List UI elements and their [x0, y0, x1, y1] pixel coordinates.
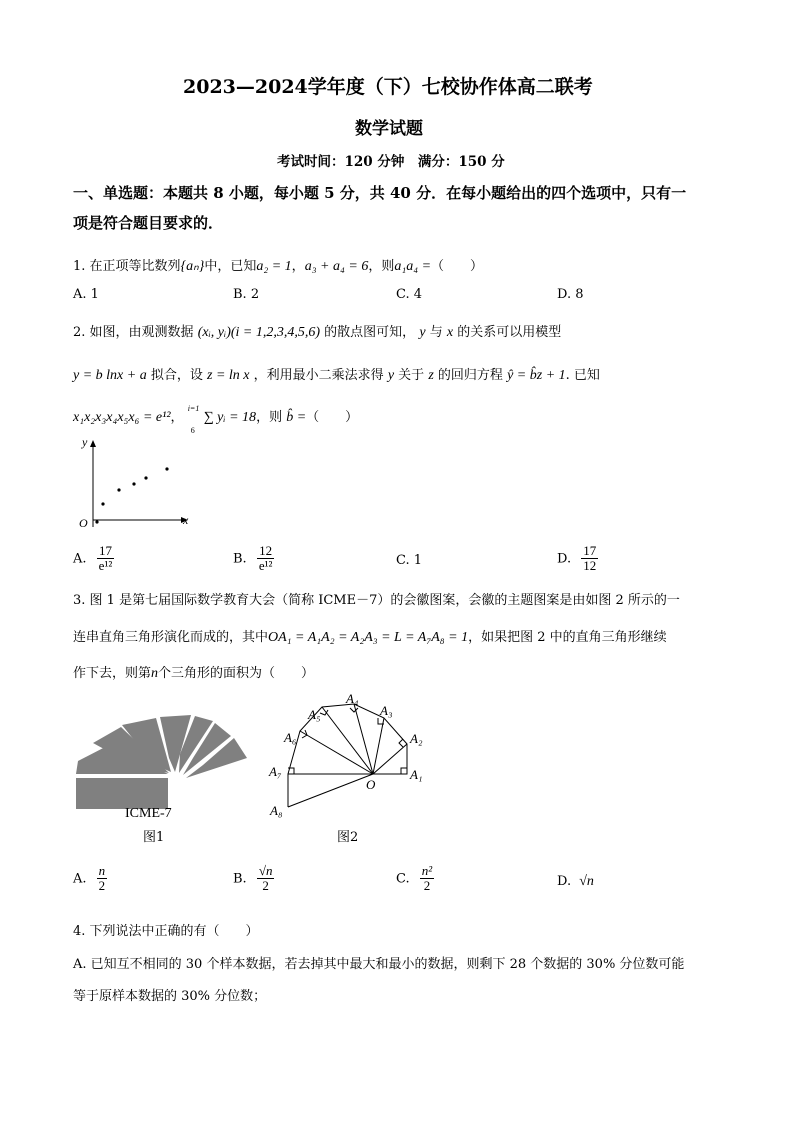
q1-paren: （ ） — [431, 259, 484, 274]
q4-option-a-line2: 等于原样本数据的 30% 分位数； — [73, 989, 267, 1004]
q2-var-y2: y — [387, 368, 395, 383]
segment-oa6 — [300, 731, 373, 774]
segment-oa8 — [288, 774, 373, 807]
segment-oa4 — [354, 704, 373, 774]
q2-text-h: 的回归方程 — [437, 368, 503, 383]
q1-mid2: ，则 — [368, 259, 395, 274]
q3-text-a: 连串直角三角形演化而成的，其中 — [73, 630, 269, 645]
axis-label-y: y — [82, 435, 88, 449]
q3-option-d[interactable] — [557, 874, 594, 890]
question-2-line2 — [73, 364, 600, 384]
label-a4: A₄ — [346, 693, 359, 706]
question-2-line1 — [73, 321, 561, 341]
q2-text-c: 与 — [429, 325, 443, 340]
q2-option-a[interactable] — [73, 544, 114, 574]
q2-text-f: ，利用最小二乘法求得 — [253, 368, 384, 383]
q1-target: a₁a₄ = — [394, 259, 432, 274]
subject-title: 数学试题 — [355, 119, 423, 139]
q3-text-b: ，如果把图 2 中的直角三角形继续 — [468, 630, 667, 645]
q3-option-d-letter: D. — [557, 874, 572, 889]
outer-boundary — [288, 704, 407, 807]
q3-option-d-value: √n — [579, 874, 594, 889]
q3-option-a-fraction — [97, 864, 108, 894]
q2-option-d-letter: D. — [557, 551, 572, 567]
fraction-denominator: 12 — [583, 558, 597, 574]
q1-option-d[interactable]: D. 8 — [557, 287, 584, 302]
q2-option-b-letter: B. — [233, 551, 247, 567]
label-a3: A₃ — [380, 703, 393, 718]
q2-substitution: z = ln x — [207, 368, 250, 383]
q3-option-c[interactable] — [396, 864, 434, 894]
q2-text-i: . 已知 — [565, 368, 600, 383]
q2-product: x₁x₂x₃x₄x₅x₆ = e¹² — [73, 410, 171, 425]
label-a8: A₈ — [270, 803, 283, 818]
q2-option-d-fraction — [581, 544, 598, 574]
q2-option-a-letter: A. — [73, 551, 87, 567]
q2-bhat: b̂ = — [286, 410, 307, 425]
fraction-denominator: 2 — [98, 878, 106, 894]
q2-var-z: z — [428, 368, 434, 383]
q2-var-x: x — [446, 325, 454, 340]
question-2-line3 — [73, 403, 359, 435]
q3-text-d: 个三角形的面积为（ ） — [158, 666, 315, 681]
q3-option-a[interactable] — [73, 864, 107, 894]
scatter-point — [101, 502, 104, 505]
exam-title: 2023—2024学年度（下）七校协作体高二联考 — [183, 76, 593, 98]
fraction-numerator: √n — [258, 863, 273, 878]
q3-option-b-letter: B. — [233, 871, 247, 887]
q3-var-n: n — [151, 666, 159, 681]
y-axis-arrow — [90, 440, 96, 447]
right-angle-mark — [350, 708, 358, 712]
q3-option-a-letter: A. — [73, 871, 87, 887]
q1-mid1: 中，已知 — [204, 259, 257, 274]
label-a6: A₆ — [284, 730, 297, 745]
q3-option-c-letter: C. — [396, 871, 410, 887]
axis-label-x: x — [183, 513, 189, 527]
q2-sum-bottom: 6 — [190, 425, 195, 435]
right-angle-mark — [399, 739, 403, 747]
q2-var-y: y — [419, 325, 426, 340]
q1-option-a[interactable]: A. 1 — [73, 287, 99, 302]
scatter-point — [144, 476, 147, 479]
q2-paren: （ ） — [306, 410, 359, 425]
fraction-denominator: 2 — [262, 878, 269, 894]
right-angle-mark — [320, 710, 328, 715]
q1-option-b[interactable]: B. 2 — [233, 287, 260, 302]
q1-prefix: 1. 在正项等比数列 — [73, 259, 181, 274]
q3-option-b-fraction — [257, 864, 275, 894]
section-heading-line2: 项是符合题目要求的． — [73, 214, 224, 232]
scatter-point — [117, 488, 120, 491]
q1-sequence: {aₙ} — [180, 259, 205, 274]
fraction-numerator: 12 — [257, 544, 275, 559]
logo-text: ICME-7 — [125, 806, 172, 821]
fraction-denominator: e¹² — [98, 558, 113, 574]
fraction-numerator: 17 — [583, 543, 597, 558]
logo-triangle — [76, 778, 168, 809]
fraction-numerator: n — [98, 863, 106, 878]
q2-text-e: 拟合，设 — [150, 368, 203, 383]
q2-sum: ∑ yᵢ = 18 — [203, 410, 257, 425]
q2-text-d: 的关系可以用模型 — [457, 325, 562, 340]
q2-sum-top: i=1 — [187, 403, 200, 413]
q2-data-pair: (xᵢ, yᵢ)(i = 1,2,3,4,5,6) — [197, 325, 321, 340]
q4-option-a-line1[interactable]: A. 已知互不相同的 30 个样本数据，若去掉其中最大和最小的数据，则剩下 28 个数据的 30% 分位数可能 — [73, 957, 685, 972]
label-a1: A₁ — [410, 767, 423, 782]
label-a5: A₅ — [308, 707, 321, 722]
segment-oa5 — [322, 707, 373, 774]
q3-option-b[interactable] — [233, 864, 274, 894]
q2-option-c[interactable] — [396, 553, 422, 568]
label-a2: A₂ — [410, 731, 423, 746]
q1-option-c[interactable]: C. 4 — [396, 287, 423, 302]
section-heading-line1: 一、单选题：本题共 8 小题，每小题 5 分，共 40 分．在每小题给出的四个选项中，只有一 — [73, 184, 687, 202]
q2-option-b-fraction — [257, 544, 275, 574]
figure-2-caption: 图2 — [337, 830, 359, 845]
axis-label-origin: O — [79, 516, 88, 530]
q2-tail: ，则 — [256, 410, 283, 425]
q2-text-a: 2. 如图，由观测数据 — [73, 325, 194, 340]
q3-equation: OA₁ = A₁A₂ = A₂A₃ = L = A₇A₈ = 1 — [268, 630, 469, 645]
q3-text-c: 作下去，则第 — [73, 666, 152, 681]
question-1-stem — [73, 255, 483, 275]
q2-option-c-letter: C. — [396, 553, 410, 568]
q2-sep: ， — [170, 410, 184, 425]
question-3-line3 — [73, 662, 314, 682]
label-o: O — [366, 777, 376, 792]
q2-model: y = b lnx + a — [73, 368, 147, 383]
question-3-line2 — [73, 626, 667, 646]
figure-2-right-triangle-spiral — [262, 693, 442, 823]
q2-option-a-fraction — [97, 544, 115, 574]
q1-separator: ， — [291, 259, 305, 274]
q2-option-c-value: 1 — [413, 553, 423, 568]
question-3-line1: 3. 图 1 是第七届国际数学教育大会（简称 ICME－7）的会徽图案，会徽的主题图案是由如图 2 所示的一 — [73, 593, 680, 608]
fraction-denominator: e¹² — [258, 558, 273, 574]
question-4-stem: 4. 下列说法中正确的有（ ） — [73, 924, 259, 939]
fraction-numerator: 17 — [97, 544, 115, 559]
scatter-point — [132, 482, 135, 485]
q2-regression-eq: ŷ = b̂z + 1 — [507, 368, 566, 383]
q1-condition-1: a₂ = 1 — [256, 259, 292, 274]
q1-condition-2: a₃ + a₄ = 6 — [304, 259, 369, 274]
q2-scatter-plot — [70, 432, 200, 532]
right-angle-mark — [401, 768, 407, 774]
fraction-denominator: 2 — [423, 878, 431, 894]
fraction-numerator: n² — [421, 863, 433, 878]
q2-option-d[interactable] — [557, 544, 598, 574]
scatter-point — [95, 520, 98, 523]
q2-option-b[interactable] — [233, 544, 274, 574]
q3-option-c-fraction — [420, 864, 434, 894]
figure-1-caption: 图1 — [143, 830, 165, 845]
label-a7: A₇ — [269, 764, 282, 779]
scatter-point — [165, 467, 168, 470]
q2-text-g: 关于 — [398, 368, 425, 383]
q2-text-b: 的散点图可知， — [324, 325, 416, 340]
exam-info: 考试时间：120 分钟 满分：150 分 — [277, 154, 505, 170]
